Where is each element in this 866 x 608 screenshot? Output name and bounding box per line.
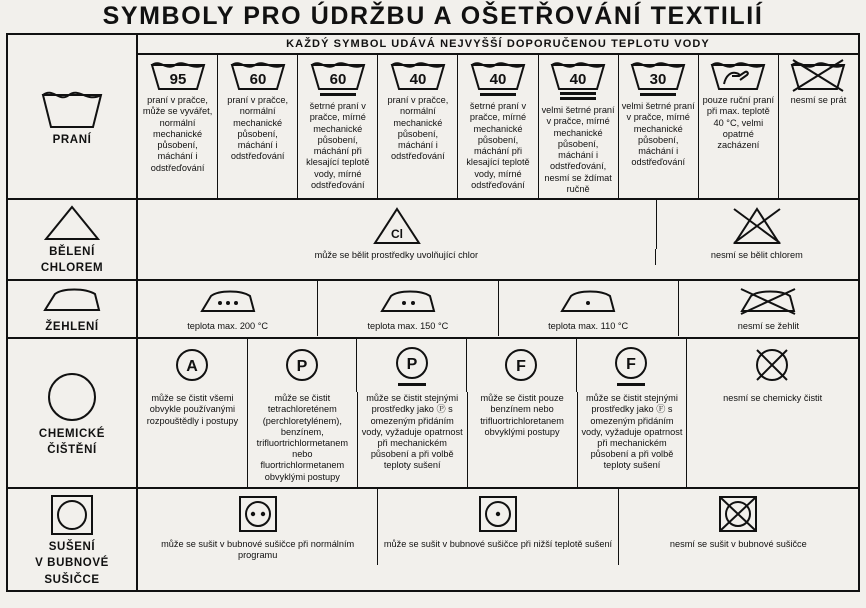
category-label-2: V BUBNOVÉ <box>35 557 109 570</box>
tumble-dry-icon <box>47 492 97 538</box>
cell-caption: může se sušit v bubnové sušičce při normálním programu <box>138 538 378 565</box>
symbols-table <box>6 33 860 592</box>
dry-clean-circle-icon <box>501 346 541 388</box>
tumble-drying-symbols <box>138 489 858 538</box>
symbol-cell-bleach-cl <box>138 200 657 249</box>
cell-description: praní v pračce, normální mechanické působení, máchání i odstřeďování <box>227 95 289 162</box>
symbol-cell-wash-60 <box>218 55 298 198</box>
bleach-triangle-icon <box>42 203 102 243</box>
symbol-cell-clean-F-gentle <box>577 339 687 392</box>
wash-temp-60: 60 <box>249 71 266 89</box>
cell-caption: může se bělit prostředky uvolňující chlor <box>138 249 656 265</box>
cell-caption: nesmí se žehlit <box>737 320 800 331</box>
do-not-dry-clean-icon <box>752 346 792 388</box>
symbol-cell-wash-40-gentle <box>458 55 538 198</box>
tumble-drying-captions <box>138 538 858 565</box>
wash-temp-40-very-gentle: 40 <box>569 71 587 89</box>
washing-body <box>138 35 858 198</box>
dry-clean-circle-icon <box>172 346 212 388</box>
bleaching-symbols <box>138 200 858 249</box>
tumble-dry-icon <box>236 494 280 536</box>
dry-clean-circle-icon <box>44 369 100 425</box>
symbol-cell-wash-95 <box>138 55 218 198</box>
dry-clean-circle-icon <box>611 344 651 390</box>
bleach-triangle-icon <box>371 205 423 247</box>
symbol-cell-clean-P-gentle <box>357 339 467 392</box>
bleaching-body <box>138 200 858 279</box>
cell-description: nesmí se chemicky čistit <box>723 393 823 404</box>
dry-clean-circle-icon <box>392 344 432 390</box>
table-row-ironing <box>8 281 858 339</box>
clean-letter-f: F <box>626 356 637 374</box>
category-label: CHEMICKÉ <box>38 427 106 440</box>
do-not-tumble-dry-icon <box>716 494 760 536</box>
clean-letter-a: A <box>186 358 199 376</box>
tumble-dry-icon <box>476 494 520 536</box>
ironing-symbols <box>138 281 858 320</box>
symbol-cell-do-not-tumble <box>619 489 858 538</box>
dry-clean-circle-icon <box>282 346 322 388</box>
symbol-cell-iron-200 <box>138 281 318 320</box>
category-tumble-drying <box>8 489 138 590</box>
wash-tub-icon <box>229 58 287 92</box>
table-row-dry-cleaning <box>8 339 858 489</box>
symbol-cell-clean-P <box>248 339 358 392</box>
symbol-cell-clean-A <box>138 339 248 392</box>
symbol-cell-wash-40-very-gentle <box>539 55 619 198</box>
iron-icon <box>197 286 259 318</box>
cell-description: může se čistit stejnými prostředky jako Ⓕ s omezeným přidáním vody, vyžaduje opatrnost při mechanickém působení a při volbě teploty sušení <box>578 392 688 487</box>
wash-temp-40-gentle: 40 <box>489 71 507 89</box>
cell-caption: nesmí se sušit v bubnové sušičce <box>669 538 807 549</box>
wash-temp-30-gentle: 30 <box>649 71 667 89</box>
cell-caption: může se sušit v bubnové sušičce při nižší teplotě sušení <box>378 538 618 565</box>
wash-tub-icon <box>37 85 107 131</box>
table-row-washing <box>8 35 858 200</box>
category-dry-cleaning <box>8 339 138 487</box>
hand-wash-icon <box>709 58 767 92</box>
category-label: SUŠENÍ <box>48 540 96 553</box>
symbol-cell-hand-wash <box>699 55 779 198</box>
table-row-bleaching <box>8 200 858 281</box>
cell-description: praní v pračce, normální mechanické působení, máchání i odstřeďování <box>387 95 449 162</box>
do-not-bleach-icon <box>731 205 783 247</box>
iron-icon <box>37 284 107 318</box>
symbol-cell-tumble-normal <box>138 489 378 538</box>
wash-tub-icon <box>629 58 687 98</box>
cell-description: praní v pračce, může se vyvářet, normální mechanické působení, máchání i odstřeďování <box>142 95 213 173</box>
symbol-cell-do-not-iron <box>679 281 858 320</box>
cell-caption: teplota max. 200 °C <box>138 320 318 336</box>
bleach-cl-label: Cl <box>390 227 403 241</box>
category-bleaching <box>8 200 138 279</box>
category-label: PRANÍ <box>52 134 92 147</box>
page-title: SYMBOLY PRO ÚDRŽBU A OŠETŘOVÁNÍ TEXTILIÍ <box>102 2 764 30</box>
category-ironing <box>8 281 138 337</box>
category-label-2: ČIŠTĚNÍ <box>47 444 97 456</box>
symbol-cell-iron-150 <box>318 281 498 320</box>
ironing-captions <box>138 320 858 336</box>
dry-cleaning-symbols <box>138 339 858 392</box>
clean-letter-p: P <box>296 358 308 376</box>
cell-description: může se čistit všemi obvykle používanými rozpouštědly i postupy <box>138 392 248 487</box>
dry-cleaning-captions <box>138 392 858 487</box>
do-not-iron-icon <box>737 286 799 318</box>
symbol-cell-clean-F <box>467 339 577 392</box>
wash-tub-icon <box>469 58 527 98</box>
symbol-cell-do-not-bleach <box>657 200 859 249</box>
wash-tub-icon <box>549 58 607 102</box>
cell-description: nesmí se prát <box>790 95 847 106</box>
dry-cleaning-body <box>138 339 858 487</box>
wash-temp-40: 40 <box>409 71 427 89</box>
category-label: ŽEHLENÍ <box>45 320 99 333</box>
clean-letter-p: P <box>406 356 418 374</box>
wash-tub-icon <box>309 58 367 98</box>
category-label-3: SUŠIČCE <box>44 573 100 586</box>
wash-temp-95: 95 <box>169 71 186 89</box>
category-label-2: CHLOREM <box>40 262 104 275</box>
category-washing <box>8 35 138 198</box>
cell-caption: teplota max. 150 °C <box>318 320 498 336</box>
symbol-cell-iron-110 <box>499 281 679 320</box>
symbol-cell-do-not-wash <box>779 55 858 198</box>
do-not-wash-icon <box>789 58 847 92</box>
cell-caption: teplota max. 110 °C <box>499 320 679 336</box>
cell-description: může se čistit stejnými prostředky jako Ⓟ s omezeným přidáním vody, vyžaduje opatrnost při mechanickém působení a při volbě teploty sušení <box>358 392 468 487</box>
cell-description: může se čistit tetrachloreténem (perchloretylénem), benzínem, trifluortrichlormetanem nebo fluortrichlormetanem obvyklými postupy <box>248 392 358 487</box>
bleaching-captions <box>138 249 858 265</box>
symbol-cell-tumble-low <box>378 489 618 538</box>
iron-icon <box>377 286 439 318</box>
tumble-drying-body <box>138 489 858 590</box>
symbol-cell-wash-40 <box>378 55 458 198</box>
symbol-cell-wash-60-gentle <box>298 55 378 198</box>
symbol-cell-wash-30-gentle <box>619 55 699 198</box>
cell-description: šetrné praní v pračce, mírné mechanické působení, máchání při klesající teplotě vody, mírné odstřeďování <box>466 101 530 190</box>
symbol-cell-do-not-dry-clean <box>687 339 859 392</box>
category-label: BĚLENÍ <box>49 246 95 258</box>
cell-description: může se čistit pouze benzínem nebo trifluortrichloretanem obvyklými postupy <box>468 392 578 487</box>
iron-icon <box>557 286 619 318</box>
wash-tub-icon <box>149 58 207 92</box>
cell-description: šetrné praní v pračce, mírné mechanické působení, máchání při klesající teplotě vody, mírné odstřeďování <box>306 101 370 190</box>
ironing-body <box>138 281 858 337</box>
wash-temp-60-gentle: 60 <box>329 71 347 89</box>
wash-tub-icon <box>389 58 447 92</box>
washing-banner: KAŽDÝ SYMBOL UDÁVÁ NEJVYŠŠÍ DOPORUČENOU TEPLOTU VODY <box>138 35 858 55</box>
cell-caption: nesmí se bělit chlorem <box>710 250 803 260</box>
cell-description: velmi šetrné praní v pračce, mírné mechanické působení, máchání i odstřeďování <box>621 101 695 168</box>
washing-cells <box>138 55 858 198</box>
table-row-tumble-drying <box>8 489 858 590</box>
cell-description: velmi šetrné praní v pračce, mírné mechanické působení, máchání i odstřeďování, nesmí se ždímat ručně <box>541 105 615 194</box>
cell-description: pouze ruční praní při max. teplotě 40 °C, velmi opatrné zacházení <box>702 95 775 151</box>
clean-letter-f: F <box>516 358 527 376</box>
